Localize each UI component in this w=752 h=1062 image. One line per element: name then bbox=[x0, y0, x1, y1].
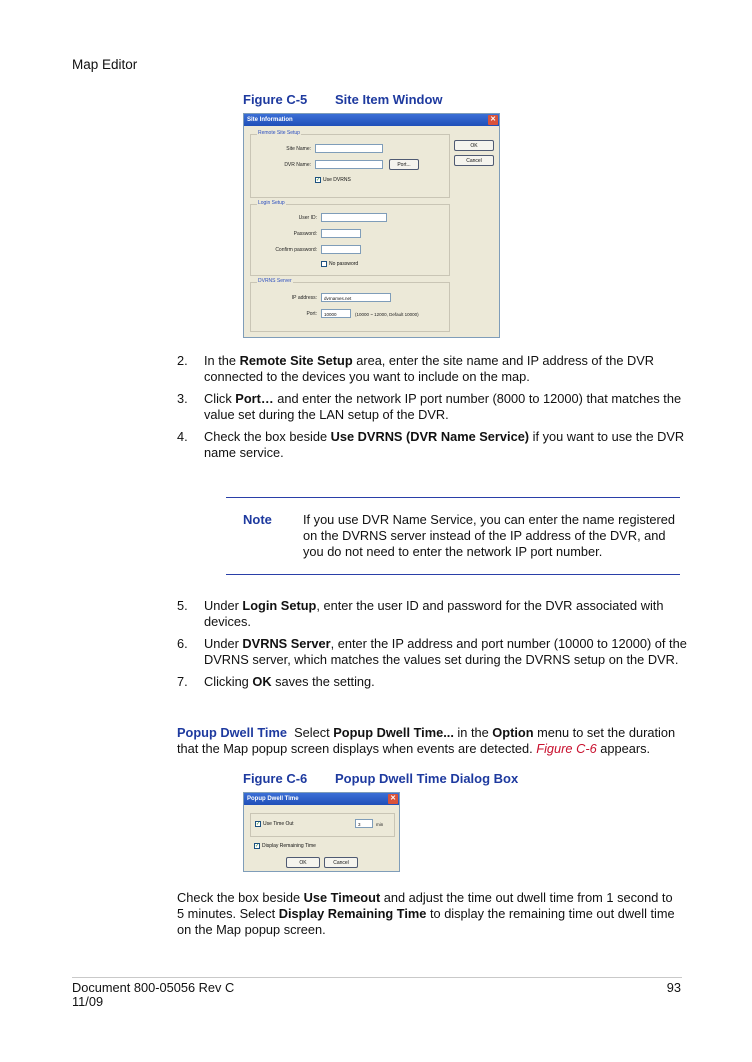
cancel-button[interactable]: Cancel bbox=[454, 155, 494, 166]
step-term: DVRNS Server bbox=[242, 636, 331, 651]
steps-list-a bbox=[177, 353, 687, 467]
popup-dwell-paragraph bbox=[177, 725, 682, 757]
ip-address-label: IP address: bbox=[291, 295, 317, 301]
footer-document bbox=[72, 981, 234, 1009]
list-item bbox=[177, 674, 687, 690]
use-time-out-checkbox[interactable] bbox=[255, 821, 294, 827]
no-password-checkbox[interactable] bbox=[321, 261, 358, 267]
user-id-field[interactable] bbox=[321, 213, 387, 222]
checkbox-box[interactable]: ✓ bbox=[255, 843, 260, 849]
checkbox-box[interactable]: ✓ bbox=[316, 177, 321, 183]
timeout-spinner[interactable]: 3 bbox=[355, 819, 373, 828]
display-remaining-checkbox[interactable] bbox=[254, 843, 316, 849]
dvrns-server-group bbox=[250, 278, 450, 332]
step-text: area, enter the site name and IP address of the DVR connected to the devices you want to include on the map. bbox=[204, 353, 655, 384]
use-time-out-label: Use Time Out bbox=[263, 821, 294, 827]
document-number: Document 800-05056 Rev C bbox=[72, 980, 235, 995]
display-remaining-label: Display Remaining Time bbox=[262, 843, 316, 849]
para-text: to display the remaining time out dwell time on the Map popup screen. bbox=[177, 906, 675, 937]
user-id-label: User ID: bbox=[298, 215, 317, 221]
confirm-password-field[interactable] bbox=[321, 245, 361, 254]
figure-title: Site Item Window bbox=[335, 92, 443, 107]
step-term: Login Setup bbox=[242, 598, 317, 613]
step-number: 2. bbox=[177, 353, 188, 368]
step-term: OK bbox=[252, 674, 272, 689]
dvr-name-field[interactable] bbox=[315, 160, 383, 169]
use-dvrns-checkbox[interactable] bbox=[315, 177, 351, 183]
step-number: 4. bbox=[177, 429, 188, 444]
step-text: Click bbox=[204, 391, 236, 406]
site-information-dialog bbox=[243, 113, 500, 338]
step-text: if you want to use the DVR name service. bbox=[204, 429, 685, 460]
port-field[interactable]: 10000 bbox=[321, 309, 351, 318]
figure-number: Figure C-5 bbox=[243, 92, 308, 107]
unit-label: min bbox=[376, 822, 384, 827]
password-field[interactable] bbox=[321, 229, 361, 238]
dialog-title-bar bbox=[244, 793, 399, 805]
para-term: Display Remaining Time bbox=[278, 906, 427, 921]
list-item bbox=[177, 391, 687, 423]
step-term: Remote Site Setup bbox=[239, 353, 353, 368]
step-text: Under bbox=[204, 636, 243, 651]
password-label: Password: bbox=[293, 231, 317, 237]
para-text: appears. bbox=[596, 741, 651, 756]
step-text: Clicking bbox=[204, 674, 253, 689]
group-label: DVRNS Server bbox=[258, 278, 292, 284]
use-dvrns-label: Use DVRNS bbox=[323, 177, 351, 183]
timeout-group bbox=[250, 813, 395, 837]
step-text: and enter the network IP port number (8000 to 12000) that matches the value set during the LAN setup of the DVR. bbox=[204, 391, 682, 422]
note-bottom-rule bbox=[226, 574, 680, 575]
step-text: In the bbox=[204, 353, 240, 368]
dialog-title-bar bbox=[244, 114, 499, 126]
group-label: Remote Site Setup bbox=[258, 130, 300, 136]
group-label: Login Setup bbox=[258, 200, 285, 206]
page-number: 93 bbox=[666, 980, 681, 995]
step-text: Under bbox=[204, 598, 243, 613]
footer-rule bbox=[72, 977, 682, 978]
site-name-field[interactable] bbox=[315, 144, 383, 153]
note-top-rule bbox=[226, 497, 680, 498]
dialog-title: Popup Dwell Time bbox=[247, 796, 299, 802]
confirm-password-label: Confirm password: bbox=[275, 247, 317, 253]
no-password-label: No password bbox=[329, 261, 359, 267]
figure-c5-caption bbox=[243, 92, 443, 107]
para-term: Option bbox=[492, 725, 534, 740]
close-icon[interactable]: ✕ bbox=[488, 115, 498, 125]
para-text: Select bbox=[294, 725, 334, 740]
port-button[interactable]: Port... bbox=[389, 159, 419, 170]
running-header: Map Editor bbox=[72, 57, 138, 72]
step-number: 7. bbox=[177, 674, 188, 689]
step-text: saves the setting. bbox=[271, 674, 375, 689]
figure-title: Popup Dwell Time Dialog Box bbox=[335, 771, 519, 786]
step-number: 6. bbox=[177, 636, 188, 651]
step-text: Check the box beside bbox=[204, 429, 331, 444]
ok-button[interactable]: OK bbox=[454, 140, 494, 151]
list-item bbox=[177, 429, 687, 461]
para-text: in the bbox=[453, 725, 493, 740]
list-item bbox=[177, 636, 687, 668]
dvr-name-label: DVR Name: bbox=[284, 162, 311, 168]
popup-dwell-time-dialog bbox=[243, 792, 400, 872]
list-item bbox=[177, 353, 687, 385]
checkbox-box[interactable] bbox=[321, 261, 327, 267]
figure-c6-link[interactable]: Figure C-6 bbox=[536, 741, 597, 756]
para-text: menu to set the duration that the Map popup screen displays when events are detected. bbox=[177, 725, 676, 756]
run-in-term: Popup Dwell Time bbox=[177, 725, 287, 740]
remote-site-setup-group bbox=[250, 130, 450, 198]
step-number: 5. bbox=[177, 598, 188, 613]
para-term: Use Timeout bbox=[303, 890, 381, 905]
step-number: 3. bbox=[177, 391, 188, 406]
step-text: , enter the IP address and port number (10000 to 12000) of the DVRNS server, which matches the values set during the DVRNS setup on the DVR. bbox=[204, 636, 687, 667]
para-term: Popup Dwell Time... bbox=[333, 725, 454, 740]
note-text: If you use DVR Name Service, you can enter the name registered on the DVRNS server instead of the IP address of the DVR, and you do not need to enter the network IP port number. bbox=[303, 512, 676, 559]
ip-address-field[interactable]: dvrnames.net bbox=[321, 293, 391, 302]
site-name-label: Site Name: bbox=[286, 146, 311, 152]
ok-button[interactable]: OK bbox=[286, 857, 320, 868]
note-label: Note bbox=[243, 512, 272, 527]
port-label: Port: bbox=[306, 311, 317, 317]
steps-list-b bbox=[177, 598, 687, 696]
checkbox-box[interactable]: ✓ bbox=[256, 821, 261, 827]
step-text: , enter the user ID and password for the DVR associated with devices. bbox=[204, 598, 664, 629]
figure-number: Figure C-6 bbox=[243, 771, 308, 786]
list-item bbox=[177, 598, 687, 630]
close-icon[interactable]: ✕ bbox=[388, 794, 398, 804]
port-range-hint: (10000 ~ 12000, Default 10000) bbox=[355, 312, 419, 317]
step-term: Port… bbox=[235, 391, 274, 406]
cancel-button[interactable]: Cancel bbox=[324, 857, 358, 868]
dialog-title: Site Information bbox=[247, 117, 293, 123]
figure-c6-caption bbox=[243, 771, 518, 786]
para-text: and adjust the time out dwell time from 1 second to 5 minutes. Select bbox=[177, 890, 673, 921]
para-text: Check the box beside bbox=[177, 890, 304, 905]
step-term: Use DVRNS (DVR Name Service) bbox=[330, 429, 530, 444]
timeout-paragraph bbox=[177, 890, 682, 938]
login-setup-group bbox=[250, 200, 450, 276]
document-date: 11/09 bbox=[72, 994, 104, 1009]
